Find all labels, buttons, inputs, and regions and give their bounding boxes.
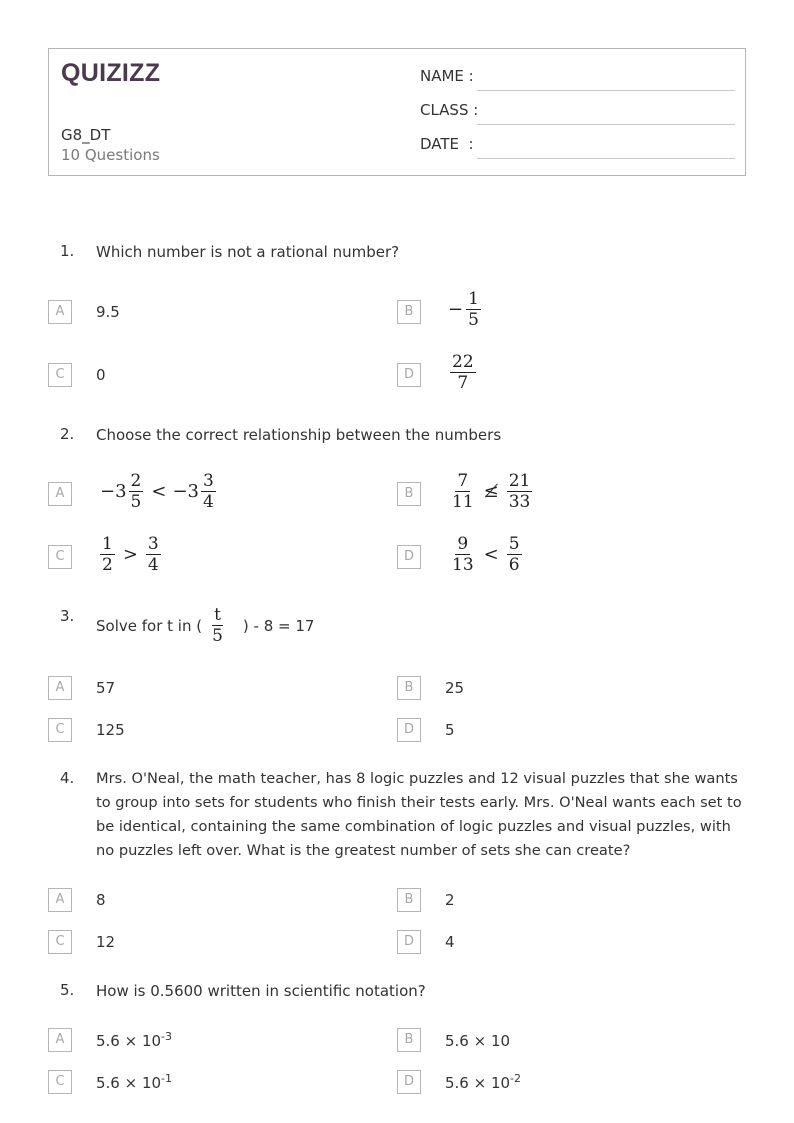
numerator: 21: [508, 471, 531, 491]
denominator: 11: [452, 492, 474, 512]
sci-exponent: -2: [510, 1072, 522, 1085]
numerator: 1: [468, 289, 479, 309]
option-letter[interactable]: C: [48, 718, 72, 742]
option-letter[interactable]: C: [48, 930, 72, 954]
option-math: [448, 534, 524, 575]
option-math: [448, 352, 478, 393]
option-letter[interactable]: C: [48, 1070, 72, 1094]
question-number: 1.: [60, 242, 75, 260]
fraction: [507, 471, 533, 512]
option-letter[interactable]: C: [48, 363, 72, 387]
option-text: [445, 1030, 510, 1050]
worksheet-header: [48, 48, 746, 176]
option-text: 12: [96, 933, 116, 951]
option-letter[interactable]: D: [397, 718, 421, 742]
option-text: [96, 1072, 172, 1092]
fraction: [507, 534, 522, 575]
sci-exponent: -1: [161, 1072, 173, 1085]
fraction: [201, 471, 216, 512]
option-letter[interactable]: B: [397, 1028, 421, 1052]
question-text: How is 0.5600 written in scientific notation?: [96, 982, 426, 1000]
denominator: 5: [130, 492, 142, 512]
option-math: [448, 471, 534, 512]
option-text: [445, 1072, 521, 1092]
minus-sign: −: [448, 299, 464, 320]
denominator: 13: [452, 555, 474, 575]
sci-base: 5.6 × 10: [96, 1032, 162, 1050]
option-letter[interactable]: A: [48, 676, 72, 700]
question-count: 10 Questions: [61, 146, 160, 164]
numerator: 7: [457, 471, 469, 491]
question-text-after: ) - 8 = 17: [242, 616, 315, 635]
question-number: 4.: [60, 769, 75, 787]
question-number: 2.: [60, 425, 75, 443]
option-text: 57: [96, 679, 116, 697]
option-math: [448, 289, 483, 330]
option-text: 0: [96, 366, 106, 384]
option-math: [100, 471, 218, 512]
sci-exponent: -3: [161, 1030, 173, 1043]
comparison-operator: <: [151, 481, 167, 502]
option-letter[interactable]: A: [48, 300, 72, 324]
fraction: [466, 289, 481, 330]
denominator: 2: [102, 555, 113, 575]
denominator: 7: [457, 373, 469, 393]
comparison-operator: >: [122, 544, 138, 565]
worksheet-title: G8_DT: [61, 126, 111, 144]
name-label: NAME :: [420, 67, 474, 85]
fraction: [210, 605, 225, 646]
date-label: DATE :: [420, 135, 474, 153]
comparison-operator: <: [483, 544, 499, 565]
option-text: 25: [445, 679, 465, 697]
fraction: [100, 534, 115, 575]
fraction: [450, 471, 476, 512]
option-text: 4: [445, 933, 455, 951]
question-text: Mrs. O'Neal, the math teacher, has 8 logic puzzles and 12 visual puzzles that she wants to group into sets for students who finish their tests early. Mrs. O'Neal wants each set to be identical, containing the same combination of logic puzzles and visual puzzles, with no puzzles left over. What is the greatest number of sets she can create?: [96, 770, 742, 859]
date-field[interactable]: [420, 135, 735, 159]
option-letter[interactable]: B: [397, 676, 421, 700]
denominator: 33: [508, 492, 531, 512]
denominator: 6: [508, 555, 520, 575]
sci-base: 5.6 × 10: [96, 1074, 162, 1092]
option-text: [96, 1030, 172, 1050]
name-field[interactable]: [420, 67, 735, 91]
sci-base: 5.6 × 10: [445, 1074, 511, 1092]
sci-base: 5.6 × 10: [445, 1032, 511, 1050]
option-letter[interactable]: D: [397, 1070, 421, 1094]
option-text: 125: [96, 721, 125, 739]
denominator: 4: [147, 555, 159, 575]
option-letter[interactable]: A: [48, 482, 72, 506]
option-letter[interactable]: B: [397, 888, 421, 912]
fraction: [129, 471, 144, 512]
option-letter[interactable]: C: [48, 545, 72, 569]
option-letter[interactable]: A: [48, 888, 72, 912]
option-letter[interactable]: B: [397, 300, 421, 324]
option-text: 8: [96, 891, 106, 909]
numerator: 3: [147, 534, 159, 554]
class-label: CLASS :: [420, 101, 479, 119]
option-text: 2: [445, 891, 455, 909]
numerator: 3: [203, 471, 214, 491]
option-letter[interactable]: D: [397, 363, 421, 387]
numerator: 2: [130, 471, 142, 491]
numerator: 5: [508, 534, 520, 554]
numerator: t: [214, 605, 221, 625]
question-text: Choose the correct relationship between the numbers: [96, 426, 502, 444]
numerator: 1: [102, 534, 113, 554]
option-letter[interactable]: D: [397, 930, 421, 954]
comparison-operator: ≰: [483, 481, 499, 502]
fraction: [146, 534, 161, 575]
question-text: Which number is not a rational number?: [96, 243, 400, 261]
denominator: 5: [468, 310, 479, 330]
whole-number: −3: [172, 481, 200, 502]
numerator: 22: [452, 352, 474, 372]
name-line[interactable]: [477, 90, 735, 91]
class-field[interactable]: [420, 101, 735, 125]
class-line[interactable]: [477, 124, 735, 125]
option-text: 9.5: [96, 303, 120, 321]
date-line[interactable]: [477, 158, 735, 159]
denominator: 5: [212, 626, 223, 646]
fraction: [450, 352, 476, 393]
option-math: [98, 534, 163, 575]
question-number: 5.: [60, 981, 75, 999]
whole-number: −3: [100, 481, 127, 502]
denominator: 4: [203, 492, 214, 512]
fraction: [450, 534, 476, 575]
numerator: 9: [457, 534, 469, 554]
option-letter[interactable]: D: [397, 545, 421, 569]
option-text: 5: [445, 721, 455, 739]
question-text-before: Solve for t in (: [96, 616, 203, 635]
option-letter[interactable]: B: [397, 482, 421, 506]
option-letter[interactable]: A: [48, 1028, 72, 1052]
question-text: [96, 605, 314, 646]
question-number: 3.: [60, 607, 75, 625]
quizizz-logo: QUIZIZZ: [61, 59, 161, 87]
